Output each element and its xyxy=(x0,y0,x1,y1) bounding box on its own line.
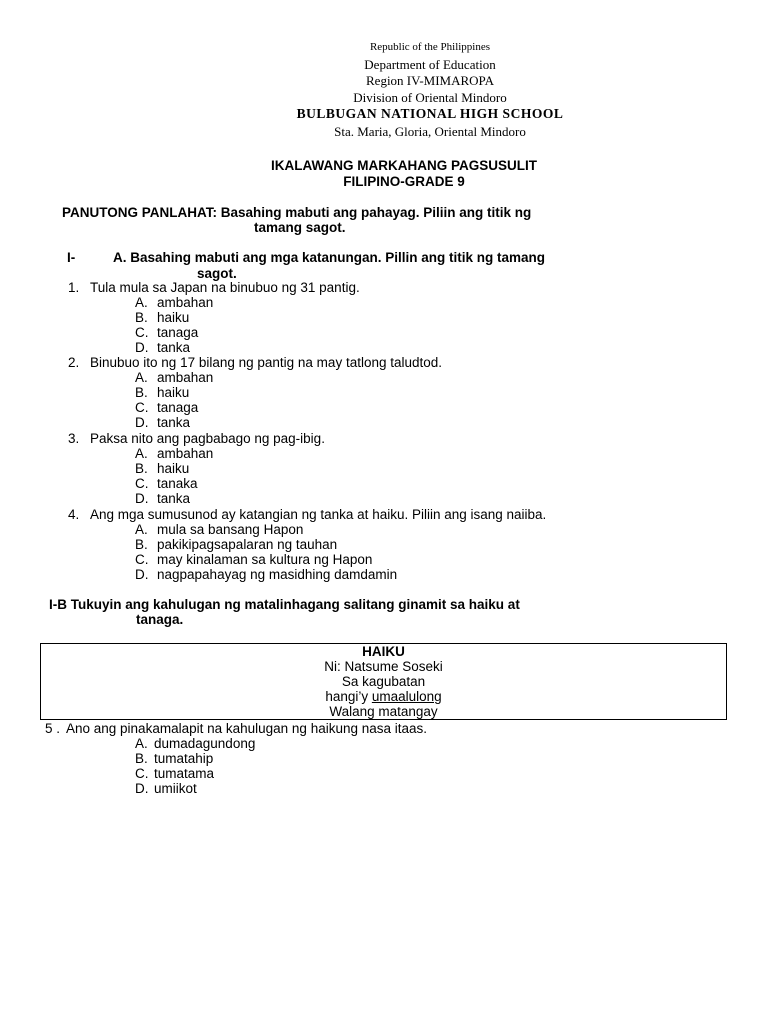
part-a-roman: I- xyxy=(67,250,76,265)
question-text: Tula mula sa Japan na binubuo ng 31 pantig. xyxy=(90,280,360,295)
part-b-instruction-line1: I-B Tukuyin ang kahulugan ng matalinhagang salitang ginamit sa haiku at xyxy=(49,597,520,612)
haiku-line-2 xyxy=(41,689,726,704)
option-letter: A. xyxy=(135,736,148,751)
option-letter: A. xyxy=(135,446,148,461)
haiku-heading: HAIKU xyxy=(362,644,405,659)
header-republic: Republic of the Philippines xyxy=(369,41,491,53)
part-a-instruction-line1: A. Basahing mabuti ang mga katanungan. Pillin ang titik ng tamang xyxy=(113,250,546,265)
question-number: 2. xyxy=(68,355,80,370)
option-text: haiku xyxy=(157,310,190,325)
question-text: Ang mga sumusunod ay katangian ng tanka at haiku. Piliin ang isang naiiba. xyxy=(90,507,547,522)
option-text: mula sa bansang Hapon xyxy=(157,522,304,537)
option-letter: D. xyxy=(135,781,149,796)
option-letter: B. xyxy=(135,385,148,400)
haiku-box xyxy=(40,643,727,720)
option-text: ambahan xyxy=(157,295,214,310)
question-text: Binubuo ito ng 17 bilang ng pantig na may tatlong taludtod. xyxy=(90,355,443,370)
part-b-instruction-line2: tanaga. xyxy=(136,612,184,627)
school-name: BULBUGAN NATIONAL HIGH SCHOOL xyxy=(296,106,564,121)
option-letter: B. xyxy=(135,461,148,476)
option-text: umiikot xyxy=(154,781,197,796)
option-letter: A. xyxy=(135,522,148,537)
option-text: dumadagundong xyxy=(154,736,256,751)
option-text: tumatama xyxy=(154,766,215,781)
option-text: tanaka xyxy=(157,476,198,491)
option-text: ambahan xyxy=(157,446,214,461)
option-text: tanka xyxy=(157,491,191,506)
haiku-line-1: Sa kagubatan xyxy=(341,674,426,689)
general-instruction-line1: PANUTONG PANLAHAT: Basahing mabuti ang pahayag. Piliin ang titik ng xyxy=(62,205,532,220)
question-number: 4. xyxy=(68,507,80,522)
haiku-author: Ni: Natsume Soseki xyxy=(324,659,443,674)
option-letter: B. xyxy=(135,751,148,766)
option-text: tanaga xyxy=(157,325,199,340)
option-letter: D. xyxy=(135,340,149,355)
option-letter: A. xyxy=(135,370,148,385)
haiku-underlined-word: umaalulong xyxy=(371,689,442,704)
option-letter: D. xyxy=(135,567,149,582)
question-text: Paksa nito ang pagbabago ng pag-ibig. xyxy=(90,431,325,446)
option-text: tumatahip xyxy=(154,751,214,766)
option-text: may kinalaman sa kultura ng Hapon xyxy=(157,552,373,567)
option-letter: B. xyxy=(135,537,148,552)
option-letter: A. xyxy=(135,295,148,310)
question-number: 5 . xyxy=(45,721,61,736)
option-text: nagpapahayag ng masidhing damdamin xyxy=(157,567,398,582)
question-number: 1. xyxy=(68,280,80,295)
option-text: tanaga xyxy=(157,400,199,415)
option-text: ambahan xyxy=(157,370,214,385)
option-letter: C. xyxy=(135,766,149,781)
option-text: pakikipagsapalaran ng tauhan xyxy=(157,537,338,552)
header-division: Division of Oriental Mindoro xyxy=(353,90,507,105)
option-text: haiku xyxy=(157,461,190,476)
option-text: tanka xyxy=(157,415,191,430)
general-instruction-line2: tamang sagot. xyxy=(254,220,346,235)
exam-title: IKALAWANG MARKAHANG PAGSUSULIT xyxy=(271,158,537,173)
haiku-line-3: Walang matangay xyxy=(329,704,438,719)
option-letter: D. xyxy=(135,415,149,430)
option-letter: D. xyxy=(135,491,149,506)
school-address: Sta. Maria, Gloria, Oriental Mindoro xyxy=(334,124,526,139)
option-letter: B. xyxy=(135,310,148,325)
option-letter: C. xyxy=(135,400,149,415)
option-text: haiku xyxy=(157,385,190,400)
header-region: Region IV-MIMAROPA xyxy=(366,73,494,88)
exam-subject: FILIPINO-GRADE 9 xyxy=(343,174,465,189)
haiku-line-2-prefix: hangi’y xyxy=(325,689,372,704)
option-letter: C. xyxy=(135,476,149,491)
question-number: 3. xyxy=(68,431,80,446)
question-text: Ano ang pinakamalapit na kahulugan ng haikung nasa itaas. xyxy=(66,721,428,736)
header-department: Department of Education xyxy=(364,57,496,72)
part-a-instruction-line2: sagot. xyxy=(197,266,237,281)
option-letter: C. xyxy=(135,552,149,567)
option-text: tanka xyxy=(157,340,191,355)
option-letter: C. xyxy=(135,325,149,340)
